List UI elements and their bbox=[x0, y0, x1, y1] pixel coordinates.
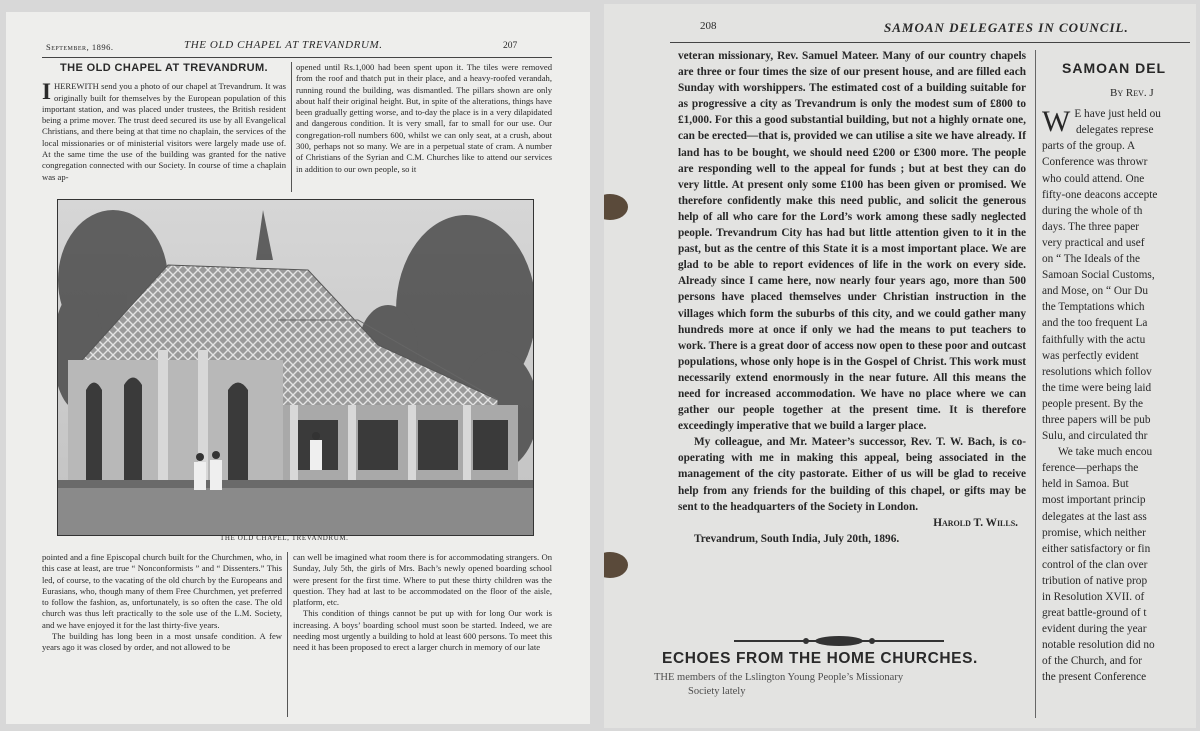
drop-cap: I bbox=[42, 79, 51, 105]
echoes-text: THE members of the Lslington Young People’s Missionary bbox=[654, 672, 904, 683]
side-text-line: promise, which neither bbox=[1042, 526, 1146, 539]
dateline: Trevandrum, South India, July 20th, 1896. bbox=[694, 532, 900, 545]
section-title-echoes: ECHOES FROM THE HOME CHURCHES. bbox=[662, 650, 978, 667]
header-rule bbox=[42, 57, 552, 58]
paragraph: can well be imagined what room there is for accommodating strangers. On Sunday, July 5th, the girls of Mrs. Bach’s newly opened boarding school were present for the first time. Where to put these thirty children was the question. They had at last to be accommodated on the floor of the aisle, platform, etc. bbox=[293, 552, 552, 608]
side-text-line: of the Church, and for bbox=[1042, 655, 1143, 668]
side-text-line: parts of the group. A bbox=[1042, 140, 1136, 153]
right-page bbox=[604, 4, 1196, 728]
column-2-top bbox=[296, 62, 552, 175]
drop-cap: W bbox=[1042, 105, 1071, 139]
side-text-line: very practical and usef bbox=[1042, 236, 1145, 249]
column-separator bbox=[1035, 50, 1036, 718]
side-text-line: held in Samoa. But bbox=[1042, 478, 1129, 491]
header-page-number: 207 bbox=[503, 41, 518, 51]
header-rule bbox=[670, 42, 1190, 43]
side-text-line: faithfully with the actu bbox=[1042, 333, 1146, 346]
chapel-illustration bbox=[58, 200, 533, 535]
side-text-line: either satisfactory or fin bbox=[1042, 542, 1151, 555]
side-column bbox=[1042, 60, 1196, 686]
side-text-line: ference—perhaps the bbox=[1042, 462, 1139, 475]
side-text-line: on “ The Ideals of the bbox=[1042, 253, 1140, 266]
left-page bbox=[6, 12, 590, 724]
echoes-text: Society lately bbox=[688, 686, 746, 697]
side-article-title: SAMOAN DEL bbox=[1062, 60, 1167, 76]
header-title: SAMOAN DELEGATES IN COUNCIL. bbox=[884, 20, 1129, 35]
paragraph: HEREWITH send you a photo of our chapel at Trevandrum. It was originally built for themselves by the European population of this important station, and was placed under trustees, the British resident being a prime mover. The trust deed secured its use by all Evangelical Christians, and there being at that time no chaplain, the services of the local missionaries or of ministerial visitors were largely made use of. At the same time the use of the building was granted for the native congregation connected with our Society. In course of time a chaplain was ap- bbox=[42, 81, 286, 182]
side-text-line: evident during the year bbox=[1042, 623, 1147, 636]
side-text bbox=[1042, 106, 1196, 685]
signature: Harold T. Wills. bbox=[933, 516, 1018, 529]
paragraph: My colleague, and Mr. Mateer’s successor, Rev. T. W. Bach, is co-operating with me in making this appeal, being associated in the management of the city pastorate. Either of us will be glad to receive help from any friends for the building of this chapel, or gifts may be sent to the headquarters of the Society in London. bbox=[678, 436, 1026, 513]
side-text-line: the Temptations which bbox=[1042, 301, 1145, 314]
side-text-line: tribution of native prop bbox=[1042, 574, 1148, 587]
side-text-line: control of the clan over bbox=[1042, 558, 1148, 571]
side-text-line: during the whole of th bbox=[1042, 204, 1143, 217]
side-text-line: in Resolution XVII. of bbox=[1042, 591, 1145, 603]
paragraph: pointed and a fine Episcopal church built for the Churchmen, who, in this case at least, are true “ Nonconformists ” and “ Dissenters.” This led, of course, to the vacating of the old church by the Europeans and Eurasians, who, though many of them Free Churchmen, yet preferred to follow the fashion, as, unfortunately, is so often the case. The old church was thus left practically to the sole use of the L.M. Society, and we have enjoyed it for the last thirty-five years. bbox=[42, 552, 282, 630]
column-separator bbox=[291, 62, 292, 192]
side-text-line: We take much encou bbox=[1058, 446, 1153, 459]
main-column bbox=[678, 48, 1026, 547]
side-text-line: most important princip bbox=[1042, 494, 1146, 507]
side-text-line: was perfectly evident bbox=[1042, 349, 1139, 362]
side-text-line: and the too frequent La bbox=[1042, 317, 1148, 330]
right-page-header bbox=[604, 4, 1196, 38]
header-title: THE OLD CHAPEL AT TREVANDRUM. bbox=[184, 39, 383, 51]
side-text-line: notable resolution did no bbox=[1042, 639, 1155, 652]
side-text-line: three papers will be pub bbox=[1042, 413, 1151, 426]
side-text-line: resolutions which follov bbox=[1042, 365, 1152, 378]
side-text-line: who could attend. One bbox=[1042, 172, 1145, 185]
photo-caption: THE OLD CHAPEL, TREVANDRUM. bbox=[220, 534, 349, 542]
side-text-line: Sulu, and circulated thr bbox=[1042, 430, 1148, 443]
side-text-line: delegates represe bbox=[1076, 124, 1154, 137]
binding-hole bbox=[604, 194, 628, 220]
header-date: September, 1896. bbox=[46, 42, 114, 52]
side-text-line: Samoan Social Customs, bbox=[1042, 269, 1155, 282]
binding-hole bbox=[604, 552, 628, 578]
echoes-first-line bbox=[654, 671, 1024, 699]
side-text-line: great battle-ground of t bbox=[1042, 607, 1147, 620]
paragraph: The building has long been in a most unsafe condition. A few years ago it was closed by order, and not allowed to be bbox=[42, 631, 282, 653]
side-text-line: Conference was throwr bbox=[1042, 156, 1148, 169]
chapel-photo bbox=[57, 199, 534, 536]
column-1-top bbox=[42, 63, 286, 183]
side-text-line: and Mose, on “ Our Du bbox=[1042, 285, 1149, 298]
header-page-number: 208 bbox=[700, 20, 717, 32]
side-text-line: delegates at the last ass bbox=[1042, 510, 1147, 523]
side-text-line: the present Conference bbox=[1042, 671, 1147, 684]
paragraph: veteran missionary, Rev. Samuel Mateer. Many of our country chapels are three or four times the size of our present house, and are filled each Sunday with worshippers. The estimated cost of a building suitable for as progressive a city as Trevandrum is only the modest sum of £800 to £1,000. For this a good substantial building, but not a highly ornate one, can be erected—that is, provided we can utilise a site we have already. If land has to be bought, we should need £200 or £300 more. The people are responding well to the appeal for funds ; but at best they can do very little. At present only some £100 has been given or promised. We therefore confidently make this need public, and solicit the generous help of all who care for the Lord’s work among these sadly neglected people. Trevandrum City has had but little attention given to it in the past, but as the centre of this State it is a most important place. We are glad to be able to report evidences of life in the work on every side. Already since I came here, now nearly four years ago, more than 500 persons have placed themselves under Christian instruction in the villages which form the suburbs of this city, and we could gather many hundreds more at once if only we had the means to put teachers to work. There is a great door of access now open to these poor and outcast populations, whose only hope is in the Gospel of Christ. This work must necessarily extend enormously in the near future. All this means the need for increased accommodation. We have no place where we can gather our people together at the present time. It is therefore exceedingly imperative that we build a larger place. bbox=[678, 50, 1026, 433]
side-text-line: W E have just held ou bbox=[1042, 105, 1161, 139]
article-title: THE OLD CHAPEL AT TREVANDRUM. bbox=[60, 62, 268, 74]
column-2-bottom bbox=[293, 552, 552, 654]
side-text-line: people present. By the bbox=[1042, 397, 1144, 410]
side-text-line: fifty-one deacons accepte bbox=[1042, 188, 1158, 201]
section-ornament bbox=[734, 635, 944, 647]
column-separator bbox=[287, 552, 288, 717]
side-byline: By Rev. J bbox=[1110, 87, 1154, 100]
left-page-header bbox=[6, 12, 590, 52]
column-1-bottom bbox=[42, 552, 282, 654]
paragraph: This condition of things cannot be put up with for long Our work is increasing. A boys’ boarding school must soon be started. Indeed, we are needing most urgently a building to hold at least 600 persons. To meet this need it has been proposed to erect a larger church in memory of our late bbox=[293, 608, 552, 653]
side-text-line: days. The three paper bbox=[1042, 220, 1140, 233]
side-text-line: the time were being laid bbox=[1042, 381, 1152, 394]
paragraph: opened until Rs.1,000 had been spent upon it. The tiles were removed from the roof and thatch put in their place, and a heavy-roofed verandah, running round the building, was dismantled. The pillars shown are only about half their original height. But, in spite of the alterations, things have been gradually getting worse, and to-day the place is in a very dilapidated and dangerous condition. It is very small, far to small for our use. Our congregation-roll numbers 600, whilst we can only seat, at a crush, about 300, perhaps not so many. We are in a perpetual state of cram. A number of Christians of the Syrian and C.M. Churches like to attend our services in addition to our own people, so it bbox=[296, 62, 552, 174]
